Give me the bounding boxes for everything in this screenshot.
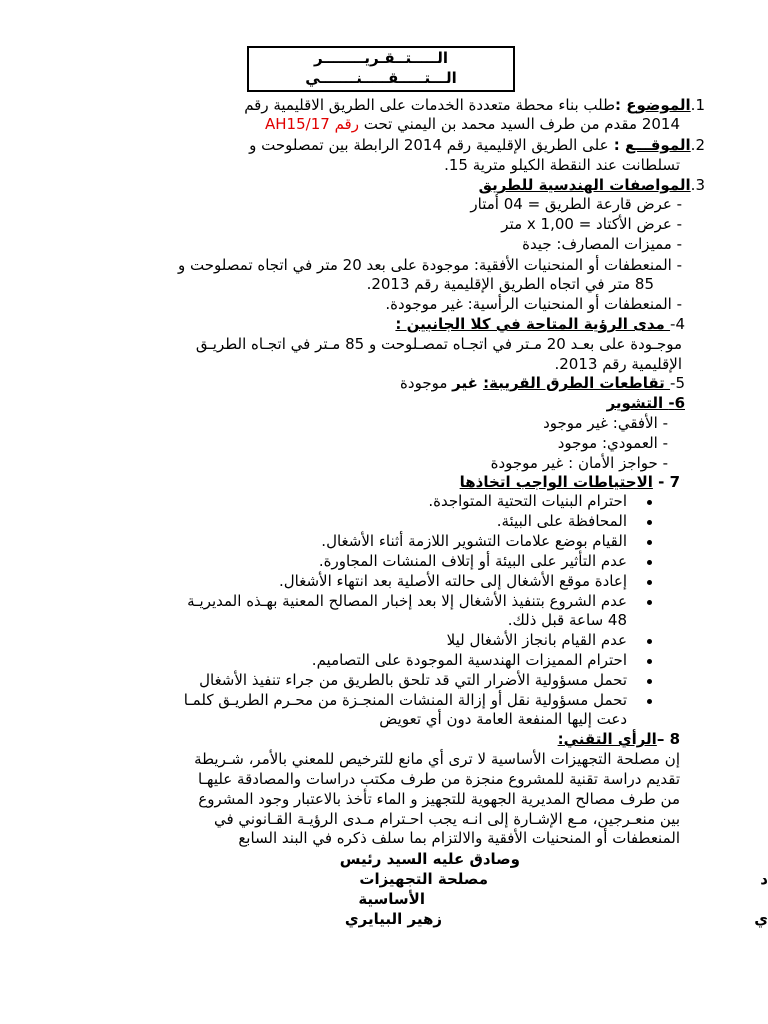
section-1-number: 1. — [690, 96, 705, 114]
section-1-line1: 1.الموضوع :طلب بناء محطة متعددة الخدمات على الطريق الاقليمية رقم — [244, 96, 705, 114]
report-title-box — [247, 46, 515, 92]
section-7-label: الاحتياطات الواجب اتخاذها — [459, 473, 653, 491]
s3-item-4: - المنعطفات أو المنحنيات الأفقية: موجودة على بعد 20 متر في اتجاه تمصلوحت و — [178, 256, 682, 274]
s6-item-1: - الأفقي: غير موجود — [543, 414, 668, 432]
s8-line-4: بين منعـرجين، مـع الإشـارة إلى انـه يجب احـترام مـدى الرؤيـة القـانوني في — [213, 810, 680, 828]
s7-item-8: احترام المميزات الهندسية الموجودة على التصاميم. — [311, 651, 627, 669]
s3-item-2: - عرض الأكتاد = x 1,00 متر — [501, 215, 682, 233]
report-title-line2: الـــتـــــقـــــنـــــــي — [305, 69, 457, 87]
s3-item-5: - المنعطفات أو المنحنيات الرأسية: غير موجودة. — [385, 295, 682, 313]
signature-line-3: الأساسية — [358, 890, 425, 908]
section-5-label: تقاطعات الطرق القريبة: — [483, 374, 671, 392]
s7-item-10: تحمل مسؤولية نقل أو إزالة المنشات المنجـزة من محـرم الطريـق كلمـا — [183, 691, 627, 709]
s7-item-6: عدم الشروع بتنفيذ الأشغال إلا بعد إخبار المصالح المعنية بهـذه المديريـة — [187, 592, 627, 610]
section-5-line: 5- تقاطعات الطرق القريبة: غير موجودة — [400, 374, 685, 392]
bullet-icon — [647, 580, 652, 585]
s3-item-1: - عرض قارعة الطريق = 04 أمتار — [470, 195, 682, 213]
section-7-heading: 7 - الاحتياطات الواجب اتخاذها — [459, 473, 680, 491]
section-2-line1: 2.الموقـــع : على الطريق الإقليمية رقم 2014 الرابطة بين تمصلوحت و — [249, 136, 705, 154]
s7-item-6-cont: 48 ساعة قبل ذلك. — [507, 611, 627, 629]
s7-item-4: عدم التأثير على البيئة أو إتلاف المنشات المجاورة. — [318, 552, 627, 570]
signature-name: زهير البيايري — [344, 910, 442, 928]
section-4-label: مدى الرؤية المتاحة في كلا الجانبين : — [395, 315, 671, 333]
s8-line-1: إن مصلحة التجهيزات الأساسية لا ترى أي مانع للترخيص للمعني بالأمر، شـريطة — [194, 750, 680, 768]
section-6-label: التشوير — [606, 394, 669, 412]
section-4-line1: موجـودة على بعـد 20 مـتر في اتجـاه تمصـلوحت و 85 مـتر في اتجـاه الطريـق — [195, 335, 682, 353]
section-4-line2: الإقليمية رقم 2013. — [554, 355, 682, 373]
s3-item-4-cont: 85 متر في اتجاه الطريق الإقليمية رقم 2013. — [366, 275, 654, 293]
bullet-icon — [647, 699, 652, 704]
request-number: رقم AH15/17 — [265, 115, 359, 133]
section-3-heading: 3.المواصفات الهندسية للطريق — [478, 176, 705, 194]
section-1-text: طلب بناء محطة متعددة الخدمات على الطريق الاقليمية رقم — [244, 96, 616, 114]
bullet-icon — [647, 600, 652, 605]
s3-item-3: - مميزات المصارف: جيدة — [522, 235, 682, 253]
s8-line-5: المنعطفات أو المنحنيات الأفقية والالتزام بما سلف ذكره في البند السابع — [238, 829, 680, 847]
cut-off-text: د — [760, 870, 768, 888]
s7-item-7: عدم القيام بانجاز الأشغال ليلا — [446, 631, 627, 649]
s7-item-3: القيام بوضع علامات التشوير اللازمة أثناء الأشغال. — [321, 532, 627, 550]
report-title-line1: الـــــتــقـريــــــــر — [313, 49, 449, 67]
section-2-label: الموقـــع — [624, 136, 691, 154]
bullet-icon — [647, 639, 652, 644]
s7-item-1: احترام البنيات التحتية المتواجدة. — [428, 492, 627, 510]
s7-item-5: إعادة موقع الأشغال إلى حالته الأصلية بعد انتهاء الأشغال. — [279, 572, 627, 590]
section-1-line2: 2014 مقدم من طرف السيد محمد بن اليمني تحت رقم AH15/17 — [265, 115, 680, 133]
bullet-icon — [647, 520, 652, 525]
s6-item-3: - حواجز الأمان : غير موجودة — [490, 454, 668, 472]
s8-line-2: تقديم دراسة تقنية للمشروع منجزة من طرف مكتب دراسات والمصادقة عليهـا — [197, 770, 680, 788]
s7-item-9: تحمل مسؤولية الأضرار التي قد تلحق بالطريق من جراء تنفيذ الأشغال — [199, 671, 627, 689]
signature-line-1: وصادق عليه السيد رئيس — [339, 850, 520, 868]
bullet-icon — [647, 679, 652, 684]
s6-item-2: - العمودي: موجود — [557, 434, 668, 452]
s7-item-2: المحافظة على البيئة. — [496, 512, 627, 530]
s8-line-3: من طرف مصالح المديرية الجهوية للتجهيز و الماء تأخذ بالاعتبار وجود المشروع — [198, 790, 680, 808]
section-6-heading: 6- التشوير — [606, 394, 685, 412]
bullet-icon — [647, 659, 652, 664]
bullet-icon — [647, 560, 652, 565]
bullet-icon — [647, 540, 652, 545]
section-8-heading: 8 –الرأي التقني: — [557, 730, 680, 748]
section-2-line2: تسلطانت عند النقطة الكيلو مترية 15. — [444, 156, 680, 174]
s7-item-10-cont: دعت إليها المنفعة العامة دون أي تعويض — [379, 710, 627, 728]
section-8-label: الرأي التقني: — [557, 730, 657, 748]
signature-line-2: مصلحة التجهيزات — [359, 870, 488, 888]
bullet-icon — [647, 500, 652, 505]
section-3-label: المواصفات الهندسية للطريق — [478, 176, 691, 194]
section-4-heading: 4- مدى الرؤية المتاحة في كلا الجانبين : — [395, 315, 685, 333]
section-1-label: الموضوع — [626, 96, 691, 114]
cut-off-text: ي — [754, 910, 768, 928]
